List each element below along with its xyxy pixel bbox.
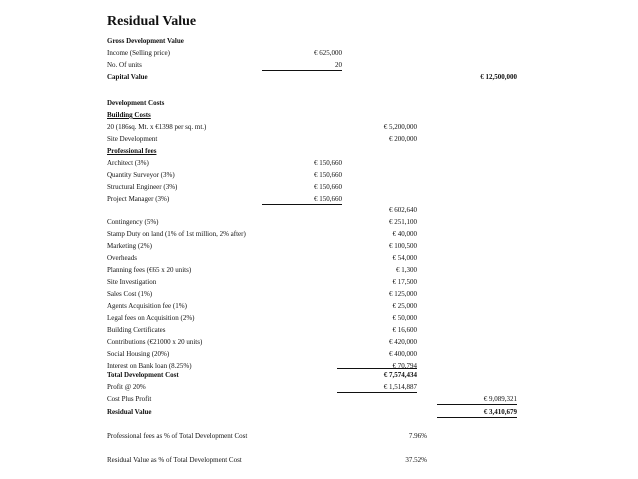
profit-value: € 1,514,887 — [383, 383, 417, 391]
cost-label: Contingency (5%) — [107, 218, 159, 226]
cost-row — [107, 252, 517, 264]
cost-label: Stamp Duty on land (1% of 1st million, 2% after) — [107, 230, 246, 238]
prof-total-value: € 602,640 — [389, 206, 417, 214]
cost-row — [107, 336, 517, 348]
cpp-underline — [437, 404, 517, 405]
ratio-rv-label: Residual Value as % of Total Development Cost — [107, 456, 242, 464]
tdc-value: € 7,574,434 — [383, 371, 417, 379]
gdv-heading: Gross Development Value — [107, 37, 184, 45]
cost-value: € 40,000 — [392, 230, 417, 238]
qs-value: € 150,660 — [314, 171, 342, 179]
income-row — [107, 47, 517, 59]
se-label: Structural Engineer (3%) — [107, 183, 178, 191]
cost-row — [107, 324, 517, 336]
building-heading: Building Costs — [107, 111, 151, 119]
profit-label: Profit @ 20% — [107, 383, 146, 391]
page-title: Residual Value — [107, 14, 197, 29]
cost-value: € 1,300 — [396, 266, 417, 274]
site-row — [107, 133, 517, 145]
cost-label: Contributions (€21000 x 20 units) — [107, 338, 203, 346]
ratio-prof-row — [107, 430, 517, 442]
architect-value: € 150,660 — [314, 159, 342, 167]
tdc-row — [107, 369, 517, 381]
pm-value: € 150,660 — [314, 195, 342, 203]
cost-value: € 420,000 — [389, 338, 417, 346]
cost-value: € 17,500 — [392, 278, 417, 286]
cost-row — [107, 300, 517, 312]
rv-label: Residual Value — [107, 408, 152, 416]
cost-value: € 100,500 — [389, 242, 417, 250]
income-value: € 625,000 — [314, 49, 342, 57]
profit-row — [107, 381, 517, 393]
ratio-rv-row — [107, 454, 517, 466]
cost-value: € 54,000 — [392, 254, 417, 262]
cpp-label: Cost Plus Profit — [107, 395, 152, 403]
ratio-prof-value: 7.96% — [408, 432, 427, 440]
cost-value: € 16,600 — [392, 326, 417, 334]
rv-value: € 3,410,679 — [483, 408, 517, 416]
cost-row — [107, 276, 517, 288]
se-row — [107, 181, 517, 193]
income-label: Income (Selling price) — [107, 49, 170, 57]
building-row — [107, 121, 517, 133]
prof-total-row — [107, 204, 517, 216]
qs-row — [107, 169, 517, 181]
architect-label: Architect (3%) — [107, 159, 149, 167]
capital-row — [107, 71, 517, 83]
prof-heading-row — [107, 145, 517, 157]
cost-value: € 400,000 — [389, 350, 417, 358]
cost-label: Legal fees on Acquisition (2%) — [107, 314, 195, 322]
qs-label: Quantity Surveyor (3%) — [107, 171, 175, 179]
capital-label: Capital Value — [107, 73, 148, 81]
cost-row — [107, 348, 517, 360]
site-value: € 200,000 — [389, 135, 417, 143]
cost-label: Building Certificates — [107, 326, 166, 334]
se-value: € 150,660 — [314, 183, 342, 191]
units-label: No. Of units — [107, 61, 142, 69]
cost-row — [107, 240, 517, 252]
cost-row — [107, 228, 517, 240]
capital-value: € 12,500,000 — [480, 73, 517, 81]
cost-value: € 70,794 — [392, 362, 417, 370]
gdv-heading-row — [107, 35, 517, 47]
cost-row — [107, 288, 517, 300]
cost-label: Marketing (2%) — [107, 242, 152, 250]
cost-row — [107, 312, 517, 324]
building-label: 20 (186sq. Mt. x €1398 per sq. mt.) — [107, 123, 207, 131]
cost-label: Planning fees (€65 x 20 units) — [107, 266, 192, 274]
cost-value: € 125,000 — [389, 290, 417, 298]
building-heading-row — [107, 109, 517, 121]
cost-row — [107, 264, 517, 276]
cost-label: Agents Acquisition fee (1%) — [107, 302, 187, 310]
ratio-prof-label: Professional fees as % of Total Development Cost — [107, 432, 248, 440]
rv-underline — [437, 417, 517, 418]
building-value: € 5,200,000 — [383, 123, 417, 131]
cost-value: € 50,000 — [392, 314, 417, 322]
cpp-value: € 9,089,321 — [483, 395, 517, 403]
prof-heading: Professional fees — [107, 147, 157, 155]
cost-value: € 251,100 — [389, 218, 417, 226]
cost-value: € 25,000 — [392, 302, 417, 310]
site-label: Site Development — [107, 135, 158, 143]
ratio-rv-value: 37.52% — [405, 456, 427, 464]
cost-label: Social Housing (20%) — [107, 350, 170, 358]
dev-heading: Development Costs — [107, 99, 165, 107]
architect-row — [107, 157, 517, 169]
tdc-label: Total Development Cost — [107, 371, 179, 379]
cost-label: Site Investigation — [107, 278, 157, 286]
cost-row — [107, 216, 517, 228]
pm-label: Project Manager (3%) — [107, 195, 170, 203]
cost-label: Interest on Bank loan (8.25%) — [107, 362, 192, 370]
dev-heading-row — [107, 97, 517, 109]
cost-label: Sales Cost (1%) — [107, 290, 153, 298]
cost-label: Overheads — [107, 254, 137, 262]
units-value: 20 — [335, 61, 342, 69]
